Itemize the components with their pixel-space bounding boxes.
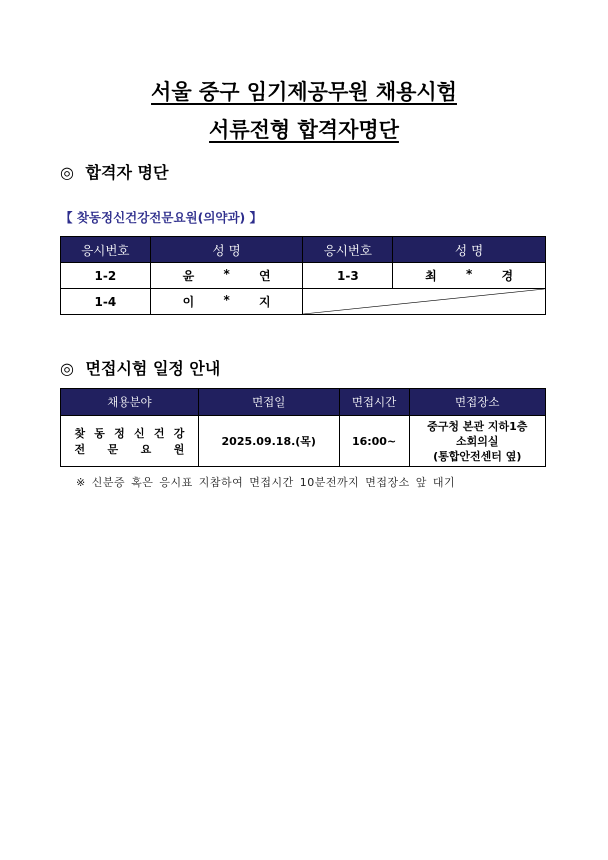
empty-cell-diagonal (303, 289, 546, 315)
table-row (61, 416, 546, 467)
name-char: 연 (259, 269, 271, 283)
exam-number: 1-4 (61, 289, 151, 315)
field-char: 찾 (74, 427, 86, 440)
passers-table (60, 236, 546, 315)
header-date: 면접일 (198, 389, 339, 416)
field-char: 강 (173, 427, 185, 440)
passers-table-header (61, 237, 546, 263)
header-name-2: 성 명 (393, 237, 546, 263)
field-char: 원 (173, 443, 185, 456)
header-field: 채용분야 (61, 389, 199, 416)
interview-table-header (61, 389, 546, 416)
interview-table (60, 388, 546, 467)
passer-name (150, 289, 303, 315)
department-label: 【 찾동정신건강전문요원(의약과) 】 (60, 210, 263, 225)
field-char: 문 (107, 443, 119, 456)
exam-number: 1-3 (303, 263, 393, 289)
field-char: 요 (140, 443, 152, 456)
header-name-1: 성 명 (150, 237, 303, 263)
section-passers-label: 합격자 명단 (85, 163, 169, 182)
table-row (61, 263, 546, 289)
place-line2: 소회의실 (455, 434, 499, 448)
header-exam-number-2: 응시번호 (303, 237, 393, 263)
page-title-line1: 서울 중구 임기제공무원 채용시험 (151, 80, 457, 104)
interview-time: 16:00~ (339, 416, 409, 467)
header-time: 면접시간 (339, 389, 409, 416)
name-char: 지 (259, 295, 271, 309)
double-circle-icon: ◎ (60, 163, 74, 182)
interview-date: 2025.09.18.(목) (198, 416, 339, 467)
field-char: 동 (94, 427, 105, 440)
field-char: 건 (153, 427, 165, 440)
field-line2 (74, 441, 184, 457)
interview-place (409, 416, 546, 467)
name-char: 경 (501, 269, 514, 283)
section-interview-label: 면접시험 일정 안내 (85, 359, 221, 378)
field-char: 신 (134, 427, 145, 440)
name-mask: * (223, 293, 230, 307)
passer-name (393, 263, 546, 289)
field-char: 정 (114, 427, 125, 440)
place-line3: (통합안전센터 옆) (433, 449, 522, 463)
name-char: 이 (182, 295, 195, 309)
field-line1 (74, 425, 184, 441)
diagonal-line (303, 289, 545, 314)
place-line1: 중구청 본관 지하1층 (427, 419, 528, 433)
name-mask: * (223, 267, 230, 281)
header-exam-number-1: 응시번호 (61, 237, 151, 263)
name-char: 최 (425, 269, 437, 283)
notice-text: ※ 신분증 혹은 응시표 지참하여 면접시간 10분전까지 면접장소 앞 대기 (76, 476, 456, 489)
double-circle-icon: ◎ (60, 359, 74, 378)
table-row (61, 289, 546, 315)
header-place: 면접장소 (409, 389, 546, 416)
name-char: 윤 (182, 269, 195, 283)
recruit-field (61, 416, 199, 467)
exam-number: 1-2 (61, 263, 151, 289)
passer-name (150, 263, 303, 289)
section-passers-heading (60, 160, 168, 183)
section-interview-heading (60, 356, 220, 379)
page-title-line2: 서류전형 합격자명단 (209, 118, 399, 142)
name-mask: * (465, 267, 473, 281)
field-char: 전 (74, 443, 86, 456)
